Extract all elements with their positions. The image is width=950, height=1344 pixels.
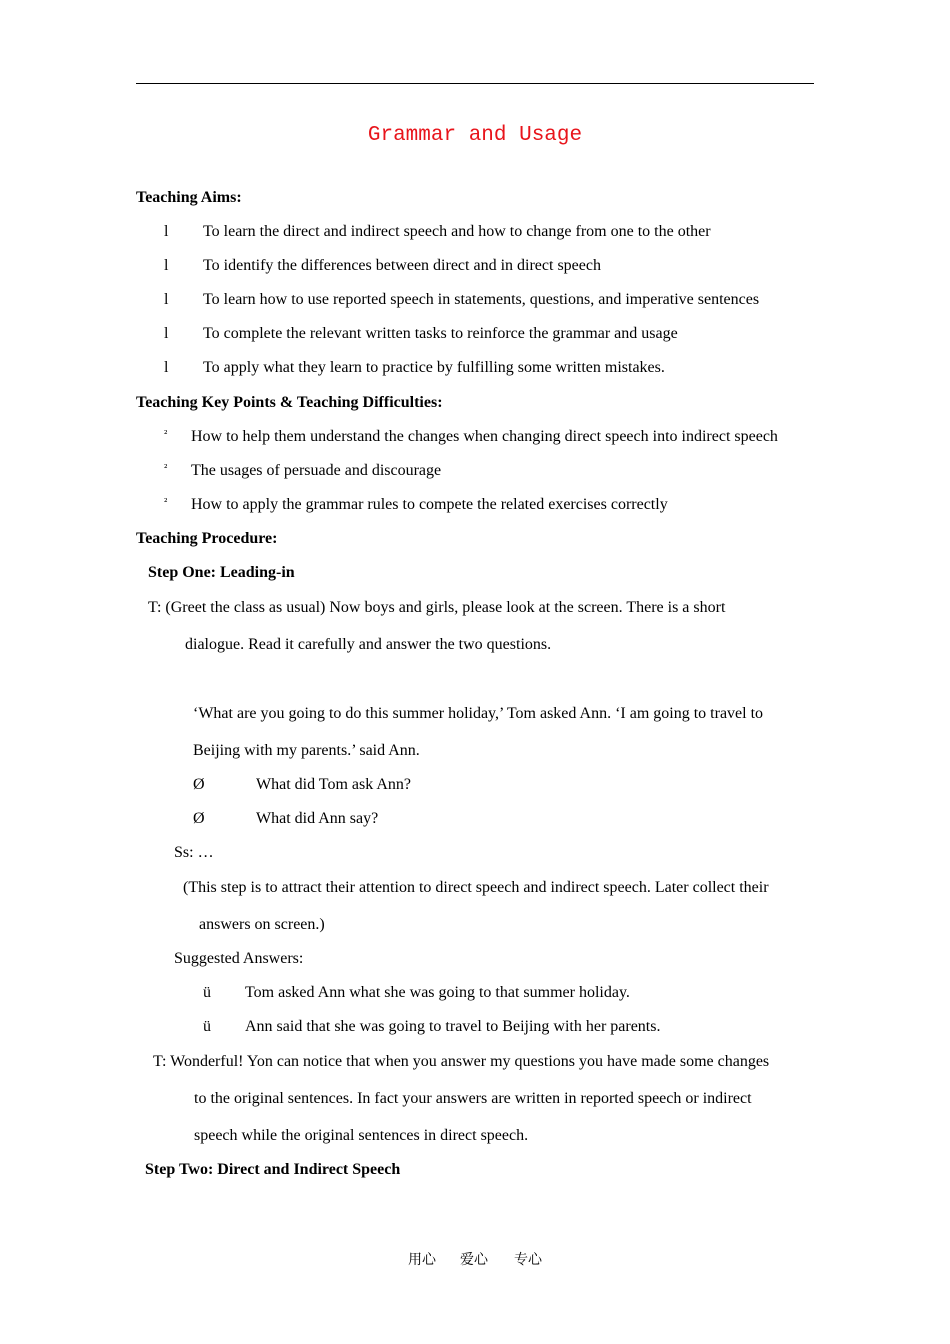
- dialogue-line: ‘What are you going to do this summer holiday,’ Tom asked Ann. ‘I am going to travel to: [193, 705, 764, 722]
- bullet-icon: l: [164, 291, 169, 308]
- question-item: What did Tom ask Ann?: [256, 776, 412, 793]
- check-bullet-icon: ü: [203, 984, 211, 1001]
- bullet-icon: ²: [164, 462, 168, 474]
- bullet-icon: l: [164, 257, 169, 274]
- procedure-heading: Teaching Procedure:: [136, 530, 278, 547]
- bullet-icon: l: [164, 325, 169, 342]
- key-point-item: How to apply the grammar rules to compete the related exercises correctly: [191, 496, 668, 513]
- aim-item: To learn how to use reported speech in statements, questions, and imperative sentences: [203, 291, 760, 308]
- answer-item: Ann said that she was going to travel to Beijing with her parents.: [245, 1018, 661, 1035]
- aim-item: To apply what they learn to practice by fulfilling some written mistakes.: [203, 359, 665, 376]
- teacher-line: T: Wonderful! Yon can notice that when you answer my questions you have made some changes: [153, 1053, 770, 1070]
- step-one-heading: Step One: Leading-in: [148, 564, 295, 581]
- page-title: Grammar and Usage: [367, 124, 583, 147]
- footer-text: 专心: [514, 1252, 542, 1268]
- step-two-heading: Step Two: Direct and Indirect Speech: [145, 1161, 401, 1178]
- aim-item: To identify the differences between direct and in direct speech: [203, 257, 601, 274]
- suggested-answers-heading: Suggested Answers:: [174, 950, 304, 967]
- bullet-icon: l: [164, 359, 169, 376]
- teacher-line: dialogue. Read it carefully and answer the two questions.: [185, 636, 552, 653]
- header-rule: [136, 83, 814, 84]
- footer-text: 爱心: [460, 1252, 488, 1268]
- students-line: Ss: …: [174, 844, 214, 861]
- arrow-bullet-icon: Ø: [193, 776, 205, 793]
- aim-item: To learn the direct and indirect speech and how to change from one to the other: [203, 223, 711, 240]
- teacher-line: T: (Greet the class as usual) Now boys and girls, please look at the screen. There is a short: [148, 599, 726, 616]
- key-point-item: The usages of persuade and discourage: [191, 462, 442, 479]
- check-bullet-icon: ü: [203, 1018, 211, 1035]
- teacher-line: to the original sentences. In fact your answers are written in reported speech or indirect: [194, 1090, 752, 1107]
- aims-heading: Teaching Aims:: [136, 189, 242, 206]
- key-point-item: How to help them understand the changes when changing direct speech into indirect speech: [191, 428, 778, 445]
- arrow-bullet-icon: Ø: [193, 810, 205, 827]
- footer-text: 用心: [408, 1252, 436, 1268]
- answer-item: Tom asked Ann what she was going to that summer holiday.: [245, 984, 630, 1001]
- bullet-icon: l: [164, 223, 169, 240]
- key-points-heading: Teaching Key Points & Teaching Difficulties:: [136, 394, 443, 411]
- teacher-line: speech while the original sentences in direct speech.: [194, 1127, 529, 1144]
- dialogue-line: Beijing with my parents.’ said Ann.: [193, 742, 420, 759]
- question-item: What did Ann say?: [256, 810, 379, 827]
- bullet-icon: ²: [164, 428, 168, 440]
- note-line: answers on screen.): [199, 916, 325, 933]
- bullet-icon: ²: [164, 496, 168, 508]
- note-line: (This step is to attract their attention to direct speech and indirect speech. Later collect their: [183, 879, 769, 896]
- aim-item: To complete the relevant written tasks to reinforce the grammar and usage: [203, 325, 678, 342]
